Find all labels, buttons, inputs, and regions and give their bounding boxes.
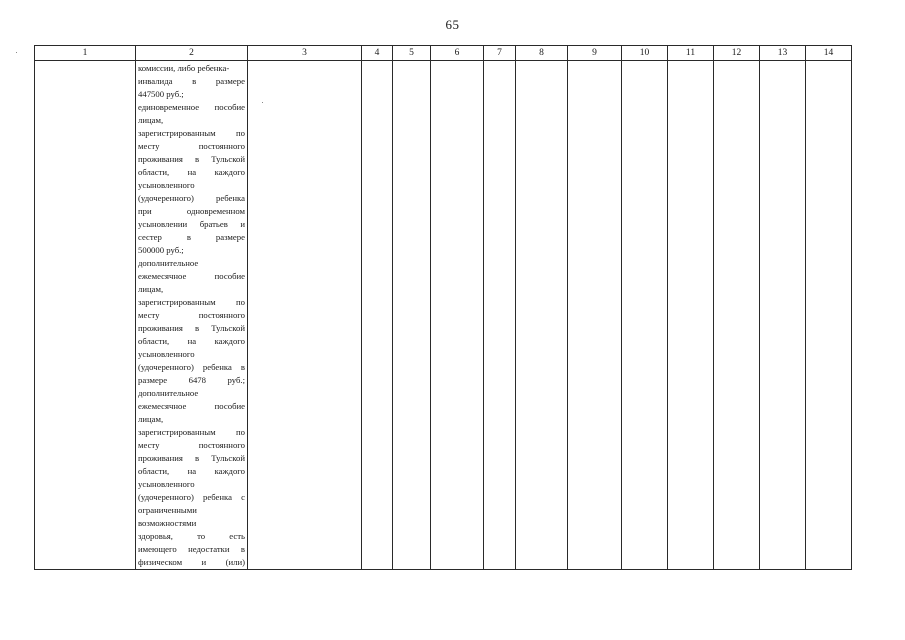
text-line: сестер в размере xyxy=(138,232,245,242)
text-line: месту постоянного xyxy=(138,310,245,320)
column-header: 11 xyxy=(668,46,714,61)
table-cell xyxy=(431,61,484,570)
column-header: 14 xyxy=(806,46,852,61)
text-line: имеющего недостатки в xyxy=(138,544,245,554)
table-cell xyxy=(568,61,622,570)
table-cell xyxy=(248,61,362,570)
column-header: 4 xyxy=(362,46,393,61)
text-line: усыновленного xyxy=(138,479,195,489)
text-line: области, на каждого xyxy=(138,336,245,346)
text-line: 447500 руб.; xyxy=(138,89,184,99)
scan-speck xyxy=(16,52,17,53)
text-line: (удочеренного) ребенка в xyxy=(138,362,245,372)
text-line: усыновленного xyxy=(138,180,195,190)
text-line: физическом и (или) xyxy=(138,557,245,567)
text-line: зарегистрированным по xyxy=(138,427,245,437)
text-line: здоровья, то есть xyxy=(138,531,245,541)
column-header: 2 xyxy=(136,46,248,61)
table-cell xyxy=(760,61,806,570)
text-line: ежемесячное пособие xyxy=(138,401,245,411)
text-line: единовременное пособие xyxy=(138,102,245,112)
text-line: (удочеренного) ребенка xyxy=(138,193,245,203)
header-row xyxy=(35,46,852,61)
text-line: месту постоянного xyxy=(138,141,245,151)
text-line: проживания в Тульской xyxy=(138,323,245,333)
text-line: ежемесячное пособие xyxy=(138,271,245,281)
column-header: 6 xyxy=(431,46,484,61)
text-line: лицам, xyxy=(138,414,164,424)
text-line: лицам, xyxy=(138,284,164,294)
text-line: возможностями xyxy=(138,518,197,528)
text-line: области, на каждого xyxy=(138,466,245,476)
scan-speck xyxy=(262,102,263,103)
text-line: комиссии, либо ребенка- xyxy=(138,63,230,73)
table-cell xyxy=(393,61,431,570)
text-line: дополнительное xyxy=(138,388,199,398)
table-cell-description xyxy=(136,61,248,570)
text-line: зарегистрированным по xyxy=(138,128,245,138)
column-header: 5 xyxy=(393,46,431,61)
text-line: проживания в Тульской xyxy=(138,453,245,463)
text-line: дополнительное xyxy=(138,258,199,268)
text-line: усыновленного xyxy=(138,349,195,359)
budget-table xyxy=(34,45,852,570)
table-cell xyxy=(484,61,516,570)
column-header: 9 xyxy=(568,46,622,61)
column-header: 7 xyxy=(484,46,516,61)
table-cell xyxy=(516,61,568,570)
column-header: 12 xyxy=(714,46,760,61)
text-line: инвалида в размере xyxy=(138,76,245,86)
text-line: 500000 руб.; xyxy=(138,245,184,255)
column-header: 1 xyxy=(35,46,136,61)
table-cell xyxy=(714,61,760,570)
table-cell xyxy=(35,61,136,570)
page-number: 65 xyxy=(445,17,460,32)
column-header: 10 xyxy=(622,46,668,61)
column-header: 13 xyxy=(760,46,806,61)
table-cell xyxy=(806,61,852,570)
table-cell xyxy=(362,61,393,570)
text-line: лицам, xyxy=(138,115,164,125)
table-row xyxy=(35,61,852,570)
text-line: (удочеренного) ребенка с xyxy=(138,492,245,502)
table-cell xyxy=(622,61,668,570)
table-cell xyxy=(668,61,714,570)
column-header: 3 xyxy=(248,46,362,61)
text-line: размере 6478 руб.; xyxy=(138,375,245,385)
text-line: ограниченными xyxy=(138,505,197,515)
text-line: области, на каждого xyxy=(138,167,245,177)
description-text xyxy=(136,61,247,569)
text-line: при одновременном xyxy=(138,206,245,216)
text-line: усыновлении братьев и xyxy=(138,219,245,229)
text-line: проживания в Тульской xyxy=(138,154,245,164)
text-line: месту постоянного xyxy=(138,440,245,450)
column-header: 8 xyxy=(516,46,568,61)
text-line: зарегистрированным по xyxy=(138,297,245,307)
